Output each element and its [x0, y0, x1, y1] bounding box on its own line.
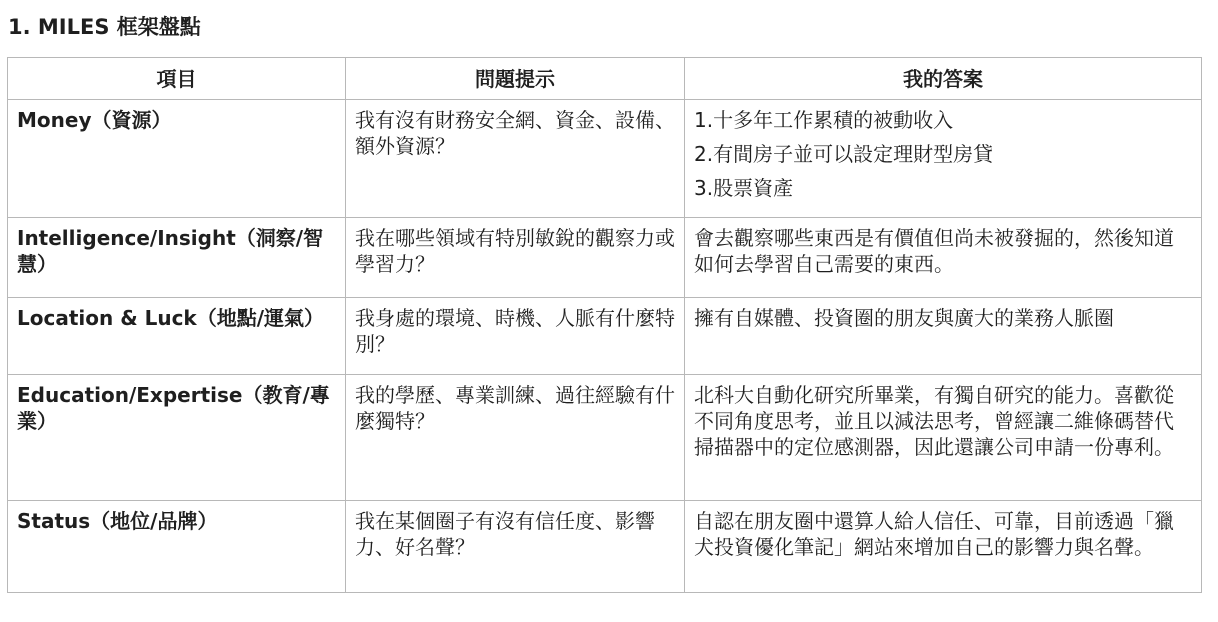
answer-line: 3.股票資產	[694, 176, 794, 200]
item-cell: Money（資源）	[8, 100, 346, 218]
table-row	[8, 218, 1202, 298]
table-header-row	[8, 58, 1202, 100]
header-prompt: 問題提示	[346, 58, 685, 100]
item-cell: Education/Expertise（教育/專業）	[8, 375, 346, 501]
answer-cell	[685, 218, 1202, 298]
answer-cell	[685, 298, 1202, 375]
table-row	[8, 375, 1202, 501]
table-row	[8, 501, 1202, 593]
answer-line: 北科大自動化研究所畢業，有獨自研究的能力。喜歡從不同角度思考，並且以減法思考，曾經讓二維條碼替代掃描器中的定位感測器，因此還讓公司申請一份專利。	[694, 383, 1174, 459]
answer-line: 1.十多年工作累積的被動收入	[694, 108, 954, 132]
answer-line: 擁有自媒體、投資圈的朋友與廣大的業務人脈圈	[694, 306, 1114, 330]
table-row	[8, 298, 1202, 375]
answer-cell	[685, 375, 1202, 501]
answer-line: 會去觀察哪些東西是有價值但尚未被發掘的，然後知道如何去學習自己需要的東西。	[694, 226, 1174, 276]
header-answer: 我的答案	[685, 58, 1202, 100]
answer-line: 自認在朋友圈中還算人給人信任、可靠，目前透過「獵犬投資優化筆記」網站來增加自己的影響力與名聲。	[694, 509, 1174, 559]
section-title: 1. MILES 框架盤點	[8, 15, 201, 39]
item-cell: Location & Luck（地點/運氣）	[8, 298, 346, 375]
miles-table	[7, 57, 1202, 593]
prompt-cell: 我有沒有財務安全網、資金、設備、額外資源？	[346, 100, 685, 218]
answer-line: 2.有間房子並可以設定理財型房貸	[694, 142, 994, 166]
prompt-cell: 我身處的環境、時機、人脈有什麼特別？	[346, 298, 685, 375]
prompt-cell: 我的學歷、專業訓練、過往經驗有什麼獨特？	[346, 375, 685, 501]
item-cell: Status（地位/品牌）	[8, 501, 346, 593]
prompt-cell: 我在某個圈子有沒有信任度、影響力、好名聲？	[346, 501, 685, 593]
header-item: 項目	[8, 58, 346, 100]
item-cell: Intelligence/Insight（洞察/智慧）	[8, 218, 346, 298]
prompt-cell: 我在哪些領域有特別敏銳的觀察力或學習力？	[346, 218, 685, 298]
answer-cell	[685, 501, 1202, 593]
answer-cell	[685, 100, 1202, 218]
table-row	[8, 100, 1202, 218]
